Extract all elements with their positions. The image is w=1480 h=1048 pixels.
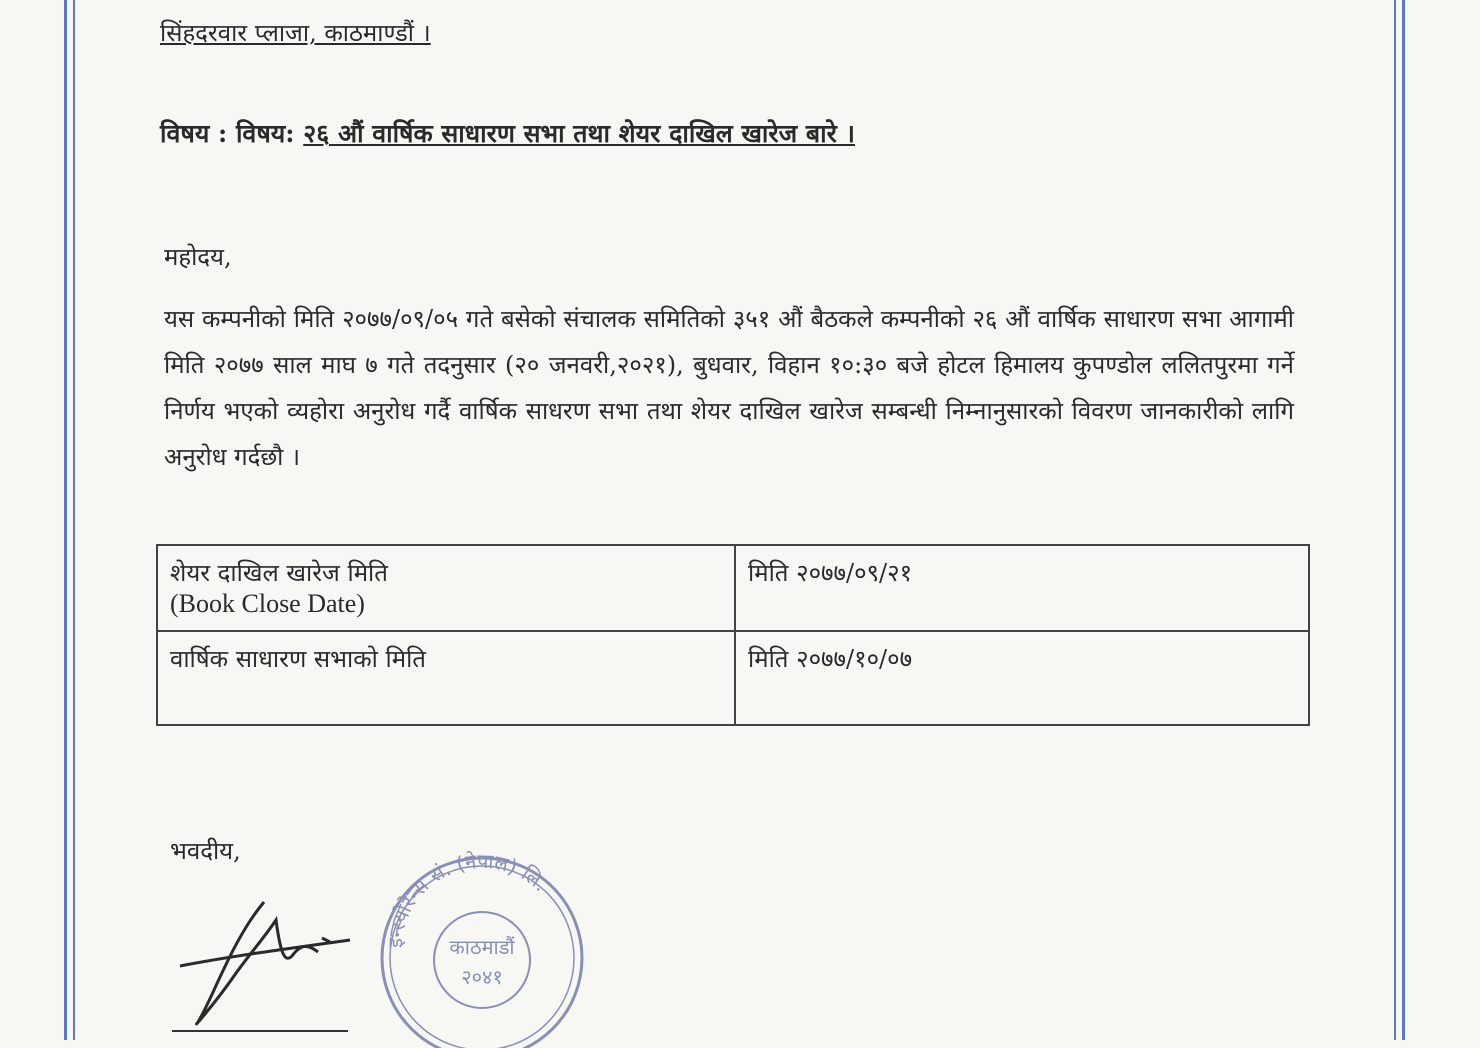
table-cell-label — [157, 631, 735, 725]
recipient-address: सिंहदरवार प्लाजा, काठमाण्डौं । — [160, 19, 431, 47]
signature-line — [172, 1030, 348, 1032]
table-row — [157, 631, 1309, 725]
book-close-table — [156, 544, 1310, 726]
signature-icon — [172, 890, 362, 1030]
stamp-outer-text: इन्स्योरेन्स सं. (नेपाल) लि. — [382, 848, 553, 949]
subject-line — [160, 116, 855, 150]
table-cell-label — [157, 545, 735, 631]
salutation: महोदय, — [164, 243, 232, 271]
agm-date: मिति २०७७/१०/०७ — [748, 645, 913, 673]
stamp-year: २०४१ — [461, 965, 503, 989]
letter-body: यस कम्पनीको मिति २०७७/०९/०५ गते बसेको संचालक समितिको ३५१ औं बैठकले कम्पनीको २६ औं वार्षिक साधारण सभा आगामी मिति २०७७ साल माघ ७ गते तदनुसार (२० जनवरी,२०२१), बुधवार, विहान १०:३० बजे होटल हिमालय कुपण्डोल ललितपुरमा गर्ने निर्णय भएको व्यहोरा अनुरोध गर्दै वार्षिक साधरण सभा तथा शेयर दाखिल खारेज सम्बन्धी निम्नानुसारको विवरण जानकारीको लागि अनुरोध गर्दछौ । — [164, 305, 1294, 471]
subject-text: २६ औं वार्षिक साधारण सभा तथा शेयर दाखिल खारेज बारे । — [303, 119, 855, 148]
page-border-left — [64, 0, 75, 1040]
page-border-right — [1394, 0, 1405, 1040]
company-stamp-icon — [372, 848, 592, 1048]
table-cell-value — [735, 631, 1309, 725]
table-row — [157, 545, 1309, 631]
book-close-label-en: (Book Close Date) — [170, 589, 365, 618]
book-close-date: मिति २०७७/०९/२१ — [748, 559, 913, 587]
stamp-inner-text: काठमाडौं — [449, 935, 515, 959]
agm-date-label: वार्षिक साधारण सभाको मिति — [170, 645, 426, 673]
svg-text:इन्स्योरेन्स सं. (नेपाल) लि. — [383, 849, 553, 949]
book-close-label: शेयर दाखिल खारेज मिति — [170, 559, 388, 587]
table-cell-value — [735, 545, 1309, 631]
closing: भवदीय, — [170, 837, 241, 865]
subject-prefix: विषय : विषय: — [160, 119, 295, 148]
